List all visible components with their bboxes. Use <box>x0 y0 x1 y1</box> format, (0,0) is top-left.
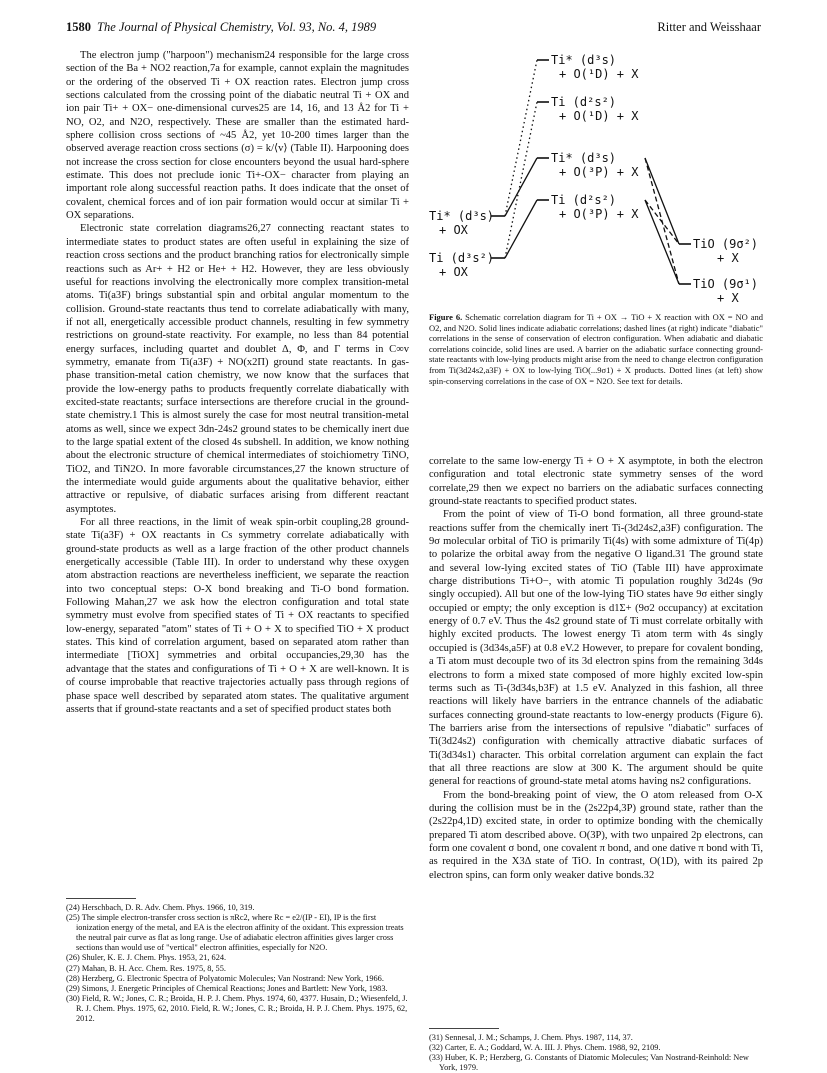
level-label: + O(¹D) + X <box>559 67 639 81</box>
footnote: (29) Simons, J. Energetic Principles of Chemical Reactions; Jones and Bartlett: New York, 1983. <box>66 983 388 993</box>
footnote-rule <box>429 1028 499 1029</box>
running-authors: Ritter and Weisshaar <box>657 20 761 34</box>
footnote: (30) Field, R. W.; Jones, C. R.; Broida, H. P. J. Chem. Phys. 1974, 60, 4377. Husain, D.; Wiesenfeld, J. R. J. Chem. Phys. 1975, 62, 2010. Field, R. W.; Jones, C. R.; Broida, H. P. J. Chem. Phys. 1975, 62, 2012. <box>66 993 408 1024</box>
solid-correlation <box>505 200 537 258</box>
reactant-label: + OX <box>439 265 468 279</box>
footnote: (33) Huber, K. P.; Herzberg, G. Constants of Diatomic Molecules; Van Nostrand-Reinhold: New York, 1979. <box>429 1053 749 1073</box>
level-label: + O(³P) + X <box>559 207 639 221</box>
footnote: (24) Herschbach, D. R. Adv. Chem. Phys. 1966, 10, 319. <box>66 903 255 912</box>
level-label: + O(¹D) + X <box>559 109 639 123</box>
figure-6-diagram <box>429 48 763 306</box>
level-label: + O(³P) + X <box>559 165 639 179</box>
right-column <box>429 455 763 882</box>
paragraph: For all three reactions, in the limit of weak spin-orbit coupling,28 ground-state Ti(a3F) + OX reactants in Cs symmetry correlate adiabatically with ground-state products as well as a large fraction of the other product channels energetically accessible (Table III). In order to understand why these oxygen atom abstraction reactions are nevertheless inefficient, we separate the reaction into two conceptual steps: O-X bond breaking and Ti-O bond formation. Following Mahan,27 we ask how the electron configuration and total state symmetry must evolve from specified states of Ti + OX reactants to specified low-energy, separated "atom" states of Ti + O + X to specified TiO + X product states. This kind of correlation argument, based on separated atom rather than intermediate [TiOX] symmetries and orbital occupancies,29,30 has the advantage that the states and configurations of Ti + O + X are well-known. It is of course improbable that reactive trajectories actually pass through regions of phase space well described by separated atom states. The qualitative argument asserts that if ground-state reactants and a set of specified product states both <box>66 517 409 715</box>
product-label: + X <box>717 251 739 265</box>
footnote: (27) Mahan, B. H. Acc. Chem. Res. 1975, 8, 55. <box>66 963 226 973</box>
solid-correlation <box>645 158 679 244</box>
product-label: + X <box>717 291 739 305</box>
reactant-label: Ti (d³s²) <box>429 251 495 265</box>
caption-label: Figure 6. <box>429 312 463 322</box>
level-label: Ti* (d³s) <box>551 151 617 165</box>
footnote-rule <box>66 898 136 899</box>
level-label: Ti (d²s²) <box>551 193 617 207</box>
reactant-label: + OX <box>439 223 468 237</box>
paragraph: correlate to the same low-energy Ti + O + X asymptote, in both the electron configuration and total electronic state symmetry senses of the word correlate,29 then we expect no barriers on the adiabatic surfaces connecting ground-state reactants to specified product states. <box>429 456 763 508</box>
footnote: (31) Sennesal, J. M.; Schamps, J. Chem. Phys. 1987, 114, 37. <box>429 1033 633 1042</box>
caption-text: Schematic correlation diagram for Ti + OX → TiO + X reaction with OX = NO and O2, and N2O. Solid lines indicate adiabatic correlations; dashed lines (at right) indicate "diabatic" correlations in the sense of conservation of electron configuration. When adiabatic and diabatic correlations coincide, solid lines are used. A barrier on the adiabatic surface connecting ground-state reactants with low-lying products might arise from the need to change electron configuration from Ti(3d24s2,a3F) + OX to low-lying TiO(...9σ1) + X products. Dotted lines (at left) show spin-conserving correlations in the case of OX = N2O. See text for details. <box>429 312 763 386</box>
correlation-diagram <box>429 48 763 306</box>
paragraph: From the bond-breaking point of view, the O atom released from O-X during the collision must be in the (2s22p4,3P) ground state, rather than the (2s22p4,1D) excited state, in order to optimize bonding with the chemically prepared Ti atom described above. O(3P), with two unpaired 2p electrons, can form one covalent σ bond, one covalent π bond, and one dative π bond with Ti, as required in the X3Δ state of TiO. In contrast, O(1D), with its paired 2p electron spins, can form only weaker dative bonds.32 <box>429 789 763 881</box>
footnote: (25) The simple electron-transfer cross section is πRc2, where Rc = e2/(IP - EI), IP is the first ionization energy of the metal, and EA is the electron affinity of the oxidant. This expression treats the neutral pair curve as flat as long range. Use of adiabatic electron affinities gives larger cross sections than would use of "vertical" electron affinities, especially for N2O. <box>66 913 404 953</box>
figure-caption <box>429 312 763 386</box>
left-column <box>66 49 409 716</box>
solid-correlation <box>645 200 679 284</box>
journal-citation <box>66 20 376 35</box>
page-number: 1580 <box>66 20 91 34</box>
left-footnotes <box>66 898 409 1024</box>
journal-name: The Journal of Physical Chemistry, Vol. 93, No. 4, 1989 <box>97 20 377 34</box>
footnote: (28) Herzberg, G. Electronic Spectra of Polyatomic Molecules; Van Nostrand: New York, 1966. <box>66 973 384 983</box>
paragraph: From the point of view of Ti-O bond formation, all three ground-state reactions suffer from the chemically inert Ti-(3d24s2,a3F) configuration. The 9σ molecular orbital of TiO is primarily Ti(4s) with some admixture of Ti(4p) to polarize the orbital away from the negative O ligand.31 The ground state and several low-lying excited states of TiO (Table III) have approximate charge distributions Ti+O−, with atomic Ti population roughly 3d24s (9σ singly occupied). All but one of the low-lying TiO states have 9σ either singly occupied or empty; the only exception is d1Σ+ (9σ2 occupancy) at excitation energy of 0.7 eV. Thus the 4s2 ground state of Ti must correlate orbitally with highly excited products. The lowest energy Ti atom term with 4s singly occupied is (3d34s,a5F) at 0.8 eV.2 However, to prepare for covalent bonding, a Ti atom must decouple two of its 3d electron spins from the remaining 3d4s electrons to form a mixed state composed of more highly excited low-spin terms such as Ti-(3d34s,b3F) at 1.5 eV. Analyzed in this fashion, all three reactions will likely have barriers in the entrance channels of the adiabatic surfaces connecting ground-state reactants to low-energy products (Figure 6). The barriers arise from the intersections of repulsive "diabatic" surfaces of Ti(3d24s2) configuration with chemically attractive diabatic surfaces of Ti(3d34s1) character. This orbital correlation argument can explain the fact that all three reactions are slow at 300 K. The argument should be quite general for reactions of ground-state metal atoms having ns2 configurations. <box>429 509 763 788</box>
footnote: (32) Carter, E. A.; Goddard, W. A. III. J. Phys. Chem. 1988, 92, 2109. <box>429 1043 661 1053</box>
dashed-correlation <box>645 200 679 244</box>
paragraph: The electron jump ("harpoon") mechanism24 responsible for the large cross section of the Ba + NO2 reaction,7a for example, cannot explain the magnitudes or the ordering of the observed Ti + OX reaction rates. Electron jump cross sections calculated from the crossing point of the diabatic neutral Ti + OX and ion pair Ti+ + OX− one-dimensional curves25 are 14, 16, and 13 Å2 for Ti + NO, O2, and N2O, respectively. These are smaller than the estimated hard-sphere collision cross sections of ~45 Å2, yet 10-200 times larger than the observed average reaction cross sections (σ) = k/⟨v⟩ (Table II). Harpooning does not increase the cross section for close encounters beyond the usual hard-sphere estimate. This does not preclude ionic Ti+-OX− character from playing an important role along successful reaction paths. It does indicate that the onset of covalent, chemical forces and of ion pair formation would occur at similar Ti + OX separations. <box>66 50 409 222</box>
dotted-correlation <box>505 102 537 258</box>
solid-correlation <box>505 158 537 216</box>
right-footnotes <box>429 1028 763 1073</box>
product-label: TiO (9σ²) <box>693 237 759 251</box>
footnote: (26) Shuler, K. E. J. Chem. Phys. 1953, 21, 624. <box>66 953 227 963</box>
reactant-label: Ti* (d³s) <box>429 209 495 223</box>
level-label: Ti* (d³s) <box>551 53 617 67</box>
level-label: Ti (d²s²) <box>551 95 617 109</box>
running-header <box>66 20 761 40</box>
dotted-correlation <box>505 60 537 216</box>
product-label: TiO (9σ¹) <box>693 277 759 291</box>
paragraph: Electronic state correlation diagrams26,27 connecting reactant states to intermediate states to product states are often useful in explaining the size of reaction cross sections and the product branching ratios for electronically simple reactions such as Ar+ + H2 or He+ + H2. However, they are less obviously useful for reactions involving the electronically more complex transition-metal atoms. Ti(a3F) brings substantial spin and orbital angular momentum to the collision. Ground-state reactants thus tend to correlate adiabatically with many, if not all, energetically accessible product channels, resulting in few symmetry restrictions on ground-state reactivity. For example, no less than 84 potential energy surfaces, including quartet and doublet Δ, Φ, and Γ terms in C∞v symmetry, emanate from Ti(a3F) + NO(x2Π) ground state reactants. In gas-phase transition-metal cation chemistry, we now know that the surfaces that provide the low-energy paths to products frequently correlate diabatically with excited-state reactants; surface intersections are therefore crucial in the ground-state chemistry.1 This is almost surely the case for most neutral transition-metal atoms as well, since we expect 3dn-24s2 ground states to be chemically inert due to the large spatial extent of the closed 4s subshell. In addition, we know nothing about the electronic structure of chemical intermediates of stoichiometry TiNO, TiO2, and TiN2O. In more favorable circumstances,27 the known structure of the intermediate would guide arguments about the qualitative behavior, either attractive or repulsive, of diabatic surfaces arising from different reactant asymptotes. <box>66 223 409 515</box>
